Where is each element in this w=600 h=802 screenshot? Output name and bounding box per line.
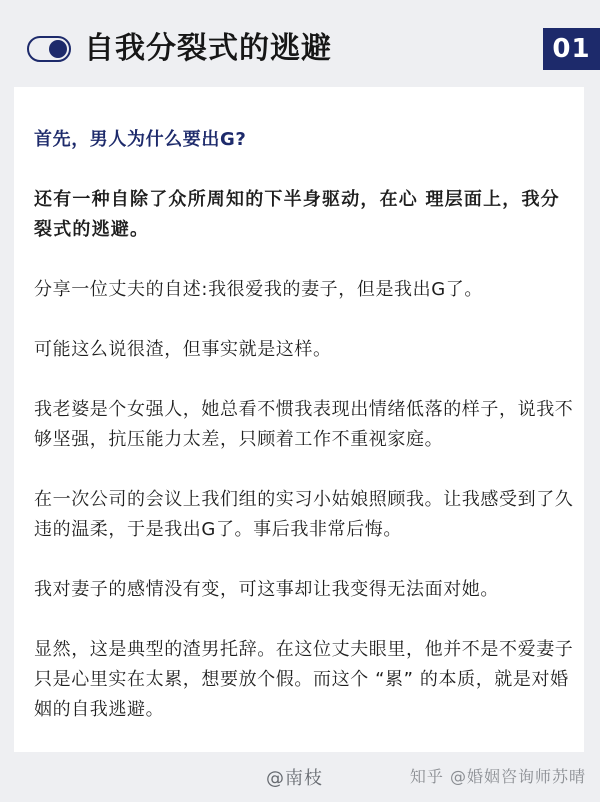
page-title: 自我分裂式的逃避 bbox=[84, 31, 332, 66]
toggle-knob bbox=[49, 40, 67, 58]
paragraph: 我对妻子的感情没有变，可这事却让我变得无法面对她。 bbox=[34, 579, 499, 600]
paragraph: 在一次公司的会议上我们组的实习小姑娘照顾我。让我感受到了久违的温柔，于是我出G了。事后我非常后悔。 bbox=[34, 489, 574, 540]
paragraph-intro: 还有一种自除了众所周知的下半身驱动，在心 理层面上，我分裂式的逃避。 bbox=[34, 189, 560, 240]
paragraph: 我老婆是个女强人，她总看不惯我表现出情绪低落的样子，说我不够坚强，抗压能力太差，只顾着工作不重视家庭。 bbox=[34, 399, 574, 450]
paragraph: 显然，这是典型的渣男托辞。在这位丈夫眼里，他并不是不爱妻子只是心里实在太累，想要放个假。而这个 “累” 的本质，就是对婚姻的自我逃避。 bbox=[34, 639, 574, 720]
paragraph: 可能这么说很渣，但事实就是这样。 bbox=[34, 339, 332, 360]
section-number-badge: 01 bbox=[543, 28, 600, 70]
paragraph: 分享一位丈夫的自述:我很爱我的妻子，但是我出G了。 bbox=[34, 279, 484, 300]
toggle-icon bbox=[27, 36, 71, 62]
footer bbox=[0, 752, 600, 802]
header bbox=[0, 0, 600, 90]
content-card bbox=[14, 87, 584, 752]
question-heading: 首先，男人为什么要出G? bbox=[34, 129, 247, 150]
author-handle: @南枝 bbox=[266, 768, 323, 789]
article-body bbox=[34, 125, 574, 725]
zhihu-watermark: 知乎 @婚姻咨询师苏晴 bbox=[409, 767, 586, 786]
